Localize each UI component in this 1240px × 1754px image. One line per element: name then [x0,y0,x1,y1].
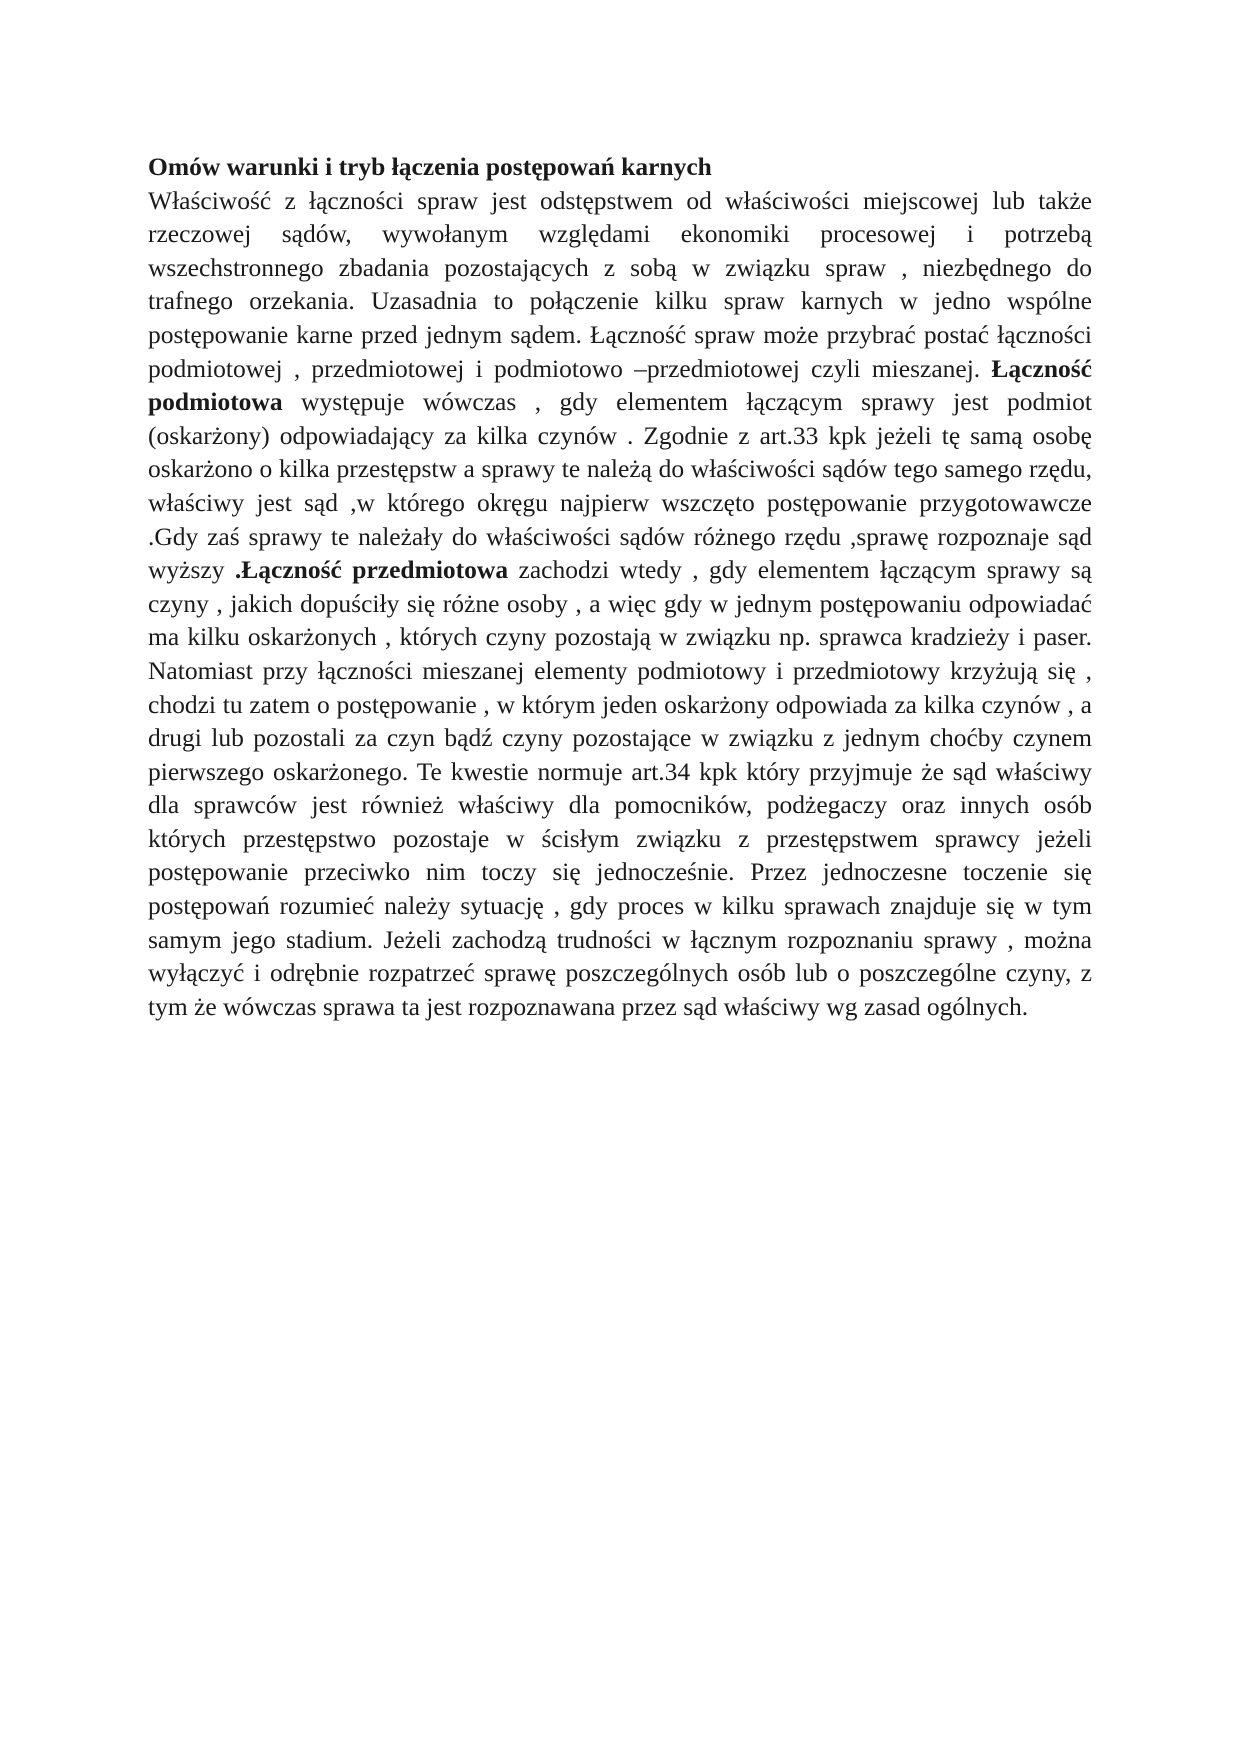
body-segment: zachodzi wtedy , gdy elementem łączącym sprawy są czyny , jakich dopuściły się różne osoby , a więc gdy w jednym postępowaniu odpowiadać ma kilku oskarżonych , których czyny pozostają w związku np. sprawca kradzieży i paser. Natomiast przy łączności mieszanej elementy podmiotowy i przedmiotowy krzyżują się , chodzi tu zatem o postępowanie , w którym jeden oskarżony odpowiada za kilka czynów , a drugi lub pozostali za czyn bądź czyny pozostające w związku z jednym choćby czynem pierwszego oskarżonego. Te kwestie normuje art.34 kpk który przyjmuje że sąd właściwy dla sprawców jest również właściwy dla pomocników, podżegaczy oraz innych osób których przestępstwo pozostaje w ścisłym związku z przestępstwem sprawcy jeżeli postępowanie przeciwko nim toczy się jednocześnie. Przez jednoczesne toczenie się postępowań rozumieć należy sytuację , gdy proces w kilku sprawach znajduje się w tym samym jego stadium. Jeżeli zachodzą trudności w łącznym rozpoznaniu sprawy , można wyłączyć i odrębnie rozpatrzeć sprawę poszczególnych osób lub o poszczególne czyny, z tym że wówczas sprawa ta jest rozpoznawana przez sąd właściwy wg zasad ogólnych. [148,555,1093,1021]
body-segment: Właściwość z łączności spraw jest odstępstwem od właściwości miejscowej lub także rzeczowej sądów, wywołanym względami ekonomiki procesowej i potrzebą wszechstronnego zbadania pozostających z sobą w związku spraw , niezbędnego do trafnego orzekania. Uzasadnia to połączenie kilku spraw karnych w jedno wspólne postępowanie karne przed jednym sądem. Łączność spraw może przybrać postać łączności podmiotowej , przedmiotowej i [148,185,1092,383]
document-body [148,184,1092,1024]
document-content [148,150,1092,1023]
document-title: Omów warunki i tryb łączenia postępowań karnych [148,152,712,181]
body-segment: występuje wówczas , gdy elementem łączącym sprawy jest podmiot (oskarżony) odpowiadający za kilka czynów . Zgodnie z art.33 kpk jeżeli tę samą osobę oskarżono o kilka przestępstw a sprawy te należą do właściwości sądów tego samego rzędu, właściwy jest sąd ,w którego okręgu najpierw wszczęto postępowanie przygotowawcze .Gdy zaś sprawy te należały do właściwości sądów różnego rzędu ,sprawę rozpoznaje sąd wyższy [148,387,1092,585]
term-objective-connection: .Łączność przedmiotowa [234,555,509,585]
term-subjective-connection: Łączność podmiotowa [148,353,1092,417]
body-segment: podmiotowo –przedmiotowej czyli mieszanej. [493,353,992,383]
